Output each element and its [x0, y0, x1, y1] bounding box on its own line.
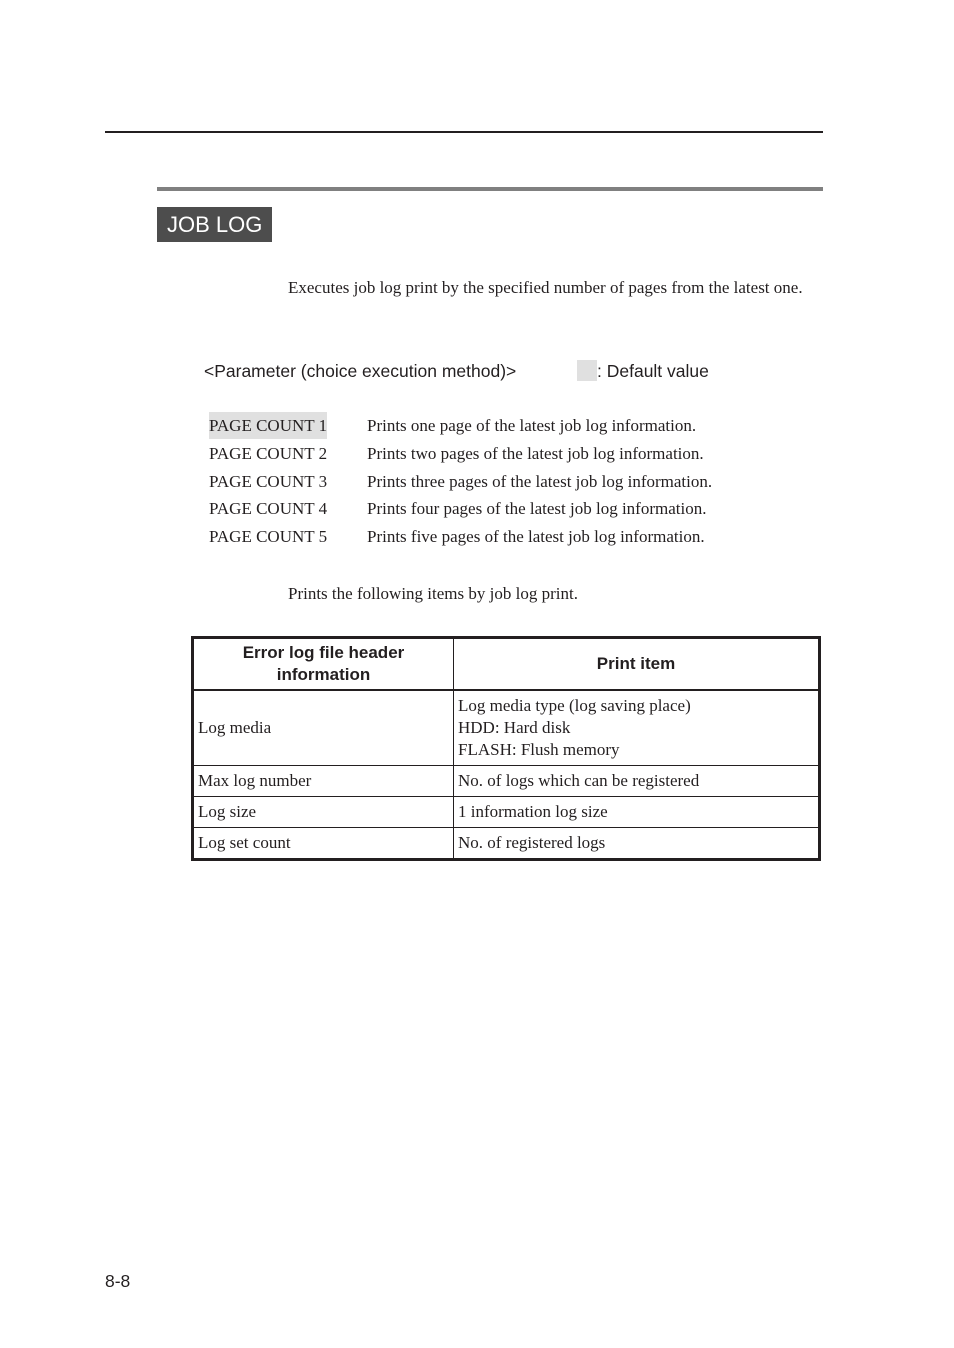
table-header-row: [193, 638, 820, 691]
parameter-name: PAGE COUNT 3: [209, 471, 328, 491]
parameter-description: Prints one page of the latest job log information.: [367, 416, 697, 435]
parameter-row: [209, 495, 769, 523]
table-cell-print-item: 1 information log size: [454, 797, 820, 828]
parameter-name: PAGE COUNT 2: [209, 443, 328, 463]
parameter-name: PAGE COUNT 1: [209, 412, 327, 439]
default-value-swatch: [577, 360, 597, 381]
parameter-row: [209, 440, 769, 468]
parameter-name: PAGE COUNT 4: [209, 499, 328, 519]
page-number: 8-8: [105, 1271, 131, 1291]
table-cell-print-item: No. of registered logs: [454, 828, 820, 860]
default-value-legend: : Default value: [597, 361, 709, 381]
section-title: JOB LOG: [157, 207, 272, 242]
table-row: [193, 766, 820, 797]
parameter-description: Prints three pages of the latest job log information.: [367, 471, 713, 491]
column-header: Error log file header information: [193, 638, 454, 691]
table-cell-item: Log set count: [193, 828, 454, 860]
table-row: [193, 828, 820, 860]
table-cell-print-item: No. of logs which can be registered: [454, 766, 820, 797]
table-cell-print-item: [454, 690, 820, 766]
print-items-intro: Prints the following items by job log print.: [288, 584, 578, 603]
parameter-row: [209, 412, 769, 440]
column-header: Print item: [454, 638, 820, 691]
intro-paragraph: Executes job log print by the specified number of pages from the latest one.: [288, 278, 803, 297]
parameter-description: Prints four pages of the latest job log information.: [367, 499, 707, 519]
section-rule: [157, 187, 823, 191]
parameter-row: [209, 523, 769, 551]
table-row: [193, 690, 820, 766]
print-item-line: FLASH: Flush memory: [458, 740, 620, 759]
table-cell-item: Log size: [193, 797, 454, 828]
log-header-table: [191, 636, 821, 861]
parameter-description: Prints two pages of the latest job log information.: [367, 443, 704, 463]
parameter-row: [209, 468, 769, 496]
parameter-heading: <Parameter (choice execution method)>: [204, 361, 517, 381]
table-cell-item: Max log number: [193, 766, 454, 797]
print-item-line: HDD: Hard disk: [458, 718, 571, 737]
parameter-description: Prints five pages of the latest job log information.: [367, 527, 705, 547]
parameter-list: [209, 412, 769, 551]
parameter-name: PAGE COUNT 5: [209, 527, 328, 547]
table-row: [193, 797, 820, 828]
table-cell-item: Log media: [193, 690, 454, 766]
header-rule: [105, 131, 823, 133]
print-item-line: Log media type (log saving place): [458, 696, 691, 715]
